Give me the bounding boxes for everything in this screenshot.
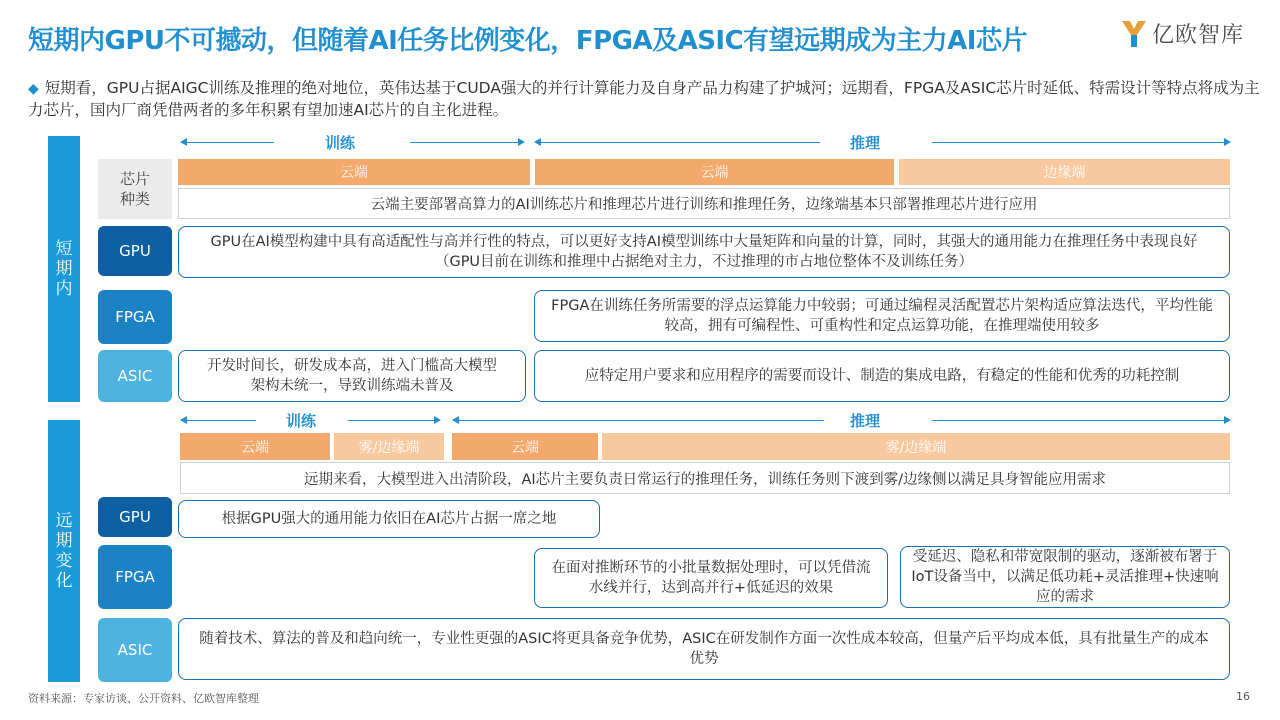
short-term-note: 云端主要部署高算力的AI训练芯片和推理芯片进行训练和推理任务，边缘端基本只部署推理芯片进行应用: [178, 188, 1230, 219]
page-title: 短期内GPU不可撼动，但随着AI任务比例变化，FPGA及ASIC有望远期成为主力AI芯片: [28, 26, 1027, 56]
phase-infer-label: 推理: [849, 134, 880, 152]
long-asic-text: 随着技术、算法的普及和趋向统一，专业性更强的ASIC将更具备竞争优势，ASIC在研发制作方面一次性成本较高，但量产后平均成本低，具有批量生产的成本优势: [178, 618, 1230, 680]
source-footer: 资料来源：专家访谈、公开资料、亿欧智库整理: [28, 692, 259, 705]
chip-type-label: [98, 159, 172, 219]
side-char: 短: [55, 239, 73, 259]
fpga-label-long: FPGA: [98, 545, 172, 609]
phase-train-label: 训练: [324, 134, 355, 152]
arrow-line: [932, 420, 1224, 421]
gpu-label: GPU: [98, 226, 172, 276]
side-char: 远: [55, 511, 73, 531]
logo-text: 亿欧智库: [1152, 23, 1245, 48]
long-term-side-label: [48, 420, 80, 682]
short-fpga-text: FPGA在训练任务所需要的浮点运算能力中较弱；可通过编程灵活配置芯片架构适应算法迭代，平均性能较高，拥有可编程性、可重构性和定点运算功能，在推理端使用较多: [534, 290, 1230, 342]
short-gpu-text: GPU在AI模型构建中具有高适配性与高并行性的特点，可以更好支持AI模型训练中大量矩阵和向量的计算，同时，其强大的通用能力在推理任务中表现良好（GPU目前在训练和推理中占据绝对主力，不过推理的市占地位整体不及训练任务）: [178, 226, 1230, 278]
arrow-line: [410, 142, 518, 143]
logo: [1120, 18, 1244, 49]
asic-label: ASIC: [98, 350, 172, 402]
chip-type-label-line: 种类: [119, 190, 150, 208]
band-cloud-train-long: 云端: [180, 433, 330, 460]
long-term-note: 远期来看，大模型进入出清阶段，AI芯片主要负责日常运行的推理任务，训练任务则下渡到雾/边缘侧以满足具身智能应用需求: [180, 462, 1230, 494]
phase-train-label: 训练: [285, 412, 316, 430]
long-fpga-text-2: 受延迟、隐私和带宽限制的驱动，逐渐被布署于IoT设备当中，以满足低功耗+灵活推理+快速响应的需求: [900, 546, 1230, 608]
band-edge-infer-long: 雾/边缘端: [602, 433, 1230, 460]
arrow-line: [540, 142, 820, 143]
yiou-logo-icon: [1120, 19, 1148, 49]
short-asic-train-text: 开发时间长，研发成本高，进入门槛高大模型架构未统一，导致训练端未普及: [178, 350, 526, 402]
fpga-label: FPGA: [98, 290, 172, 344]
band-cloud-infer: 云端: [535, 159, 894, 185]
band-cloud-infer-long: 云端: [452, 433, 598, 460]
asic-label-long: ASIC: [98, 618, 172, 682]
arrow-line: [932, 142, 1224, 143]
arrow-line: [186, 142, 274, 143]
arrow-right-icon: [1224, 138, 1231, 146]
diamond-bullet-icon: ◆: [28, 81, 39, 97]
arrow-right-icon: [434, 416, 441, 424]
band-edge-train-long: 雾/边缘端: [334, 433, 444, 460]
arrow-right-icon: [518, 138, 525, 146]
side-char: 内: [55, 279, 73, 299]
phase-infer-label: 推理: [849, 412, 880, 430]
arrow-line: [348, 420, 434, 421]
intro-paragraph: [28, 78, 1268, 121]
side-char: 期: [55, 259, 73, 279]
long-gpu-text: 根据GPU强大的通用能力依旧在AI芯片占据一席之地: [178, 500, 600, 538]
long-fpga-text-1: 在面对推断环节的小批量数据处理时，可以凭借流水线并行，达到高并行+低延迟的效果: [534, 548, 888, 608]
page-number: 16: [1236, 690, 1250, 703]
short-term-side-label: [48, 136, 80, 402]
arrow-right-icon: [1224, 416, 1231, 424]
intro-text: 短期看，GPU占据AIGC训练及推理的绝对地位，英伟达基于CUDA强大的并行计算能力及自身产品力构建了护城河；远期看，FPGA及ASIC芯片时延低、特需设计等特点将成为主力芯片，国内厂商凭借两者的多年积累有望加速AI芯片的自主化进程。: [28, 79, 1260, 119]
side-char: 化: [55, 571, 73, 591]
arrow-line: [186, 420, 256, 421]
chip-type-label-line: 芯片: [119, 170, 150, 188]
arrow-line: [458, 420, 824, 421]
band-cloud-train: 云端: [178, 159, 530, 185]
gpu-label-long: GPU: [98, 497, 172, 537]
short-asic-infer-text: 应特定用户要求和应用程序的需要而设计、制造的集成电路，有稳定的性能和优秀的功耗控制: [534, 350, 1230, 402]
side-char: 变: [55, 551, 73, 571]
side-char: 期: [55, 531, 73, 551]
band-edge-infer: 边缘端: [899, 159, 1230, 185]
